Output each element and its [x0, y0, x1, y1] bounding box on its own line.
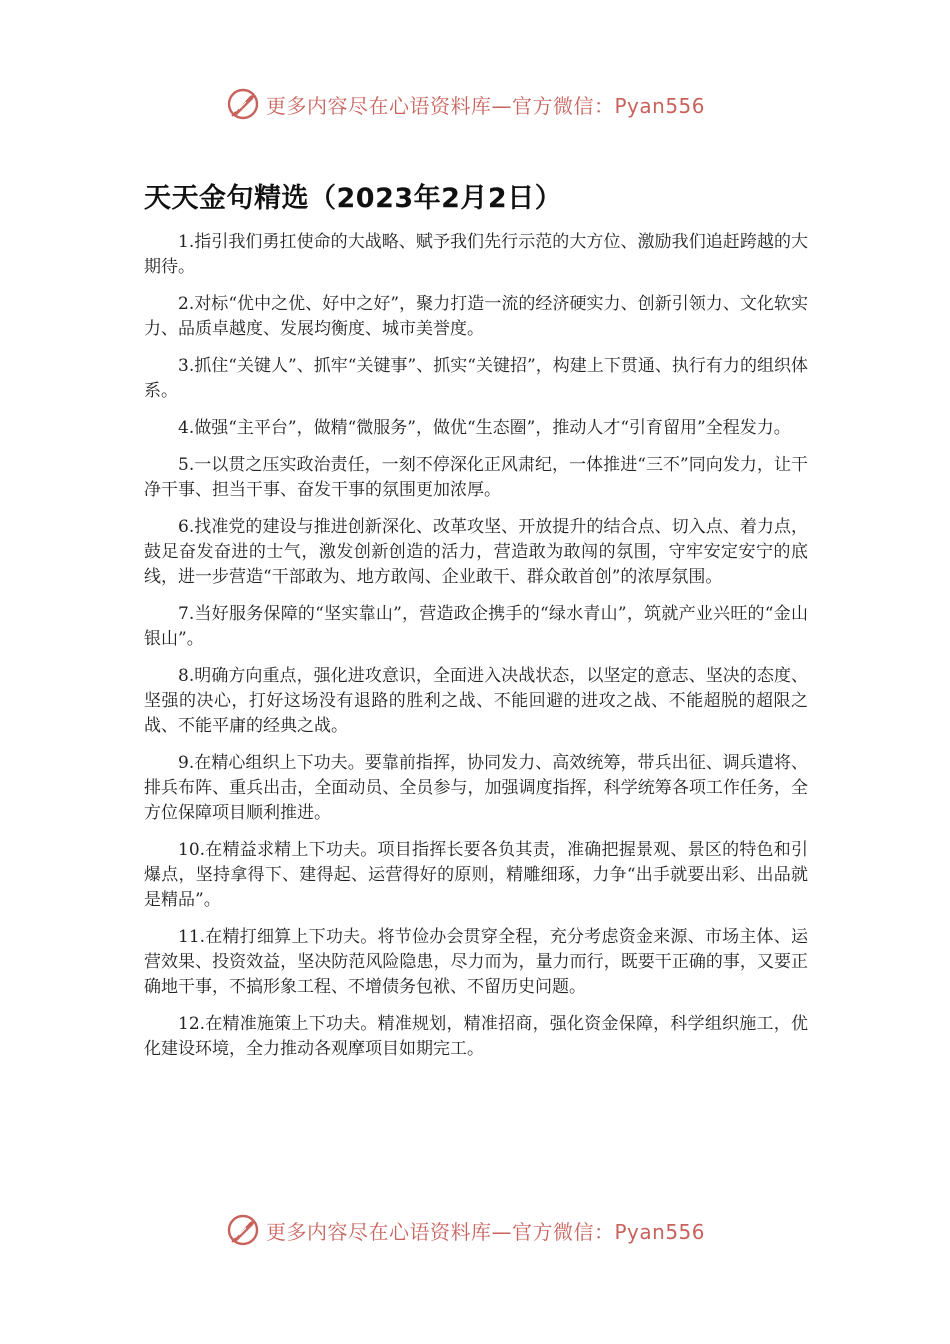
quote-paragraph: 3.抓住“关键人”、抓牢“关键事”、抓实“关键招”，构建上下贯通、执行有力的组织体系。	[144, 356, 808, 401]
quote-paragraph: 6.找准党的建设与推进创新深化、改革攻坚、开放提升的结合点、切入点、着力点，鼓足奋发奋进的士气，激发创新创造的活力，营造敢为敢闯的氛围，守牢安定安宁的底线，进一步营造“干部敢为、地方敢闯、企业敢干、群众敢首创”的浓厚氛围。	[144, 517, 808, 587]
quote-paragraph: 11.在精打细算上下功夫。将节俭办会贯穿全程，充分考虑资金来源、市场主体、运营效果、投资效益，坚决防范风险隐患，尽力而为，量力而行，既要干正确的事，又要正确地干事，不搞形象工程、不增债务包袱、不留历史问题。	[144, 927, 808, 997]
quote-paragraph: 12.在精准施策上下功夫。精准规划，精准招商，强化资金保障，科学组织施工，优化建设环境，全力推动各观摩项目如期完工。	[144, 1014, 808, 1059]
header-banner-text: 更多内容尽在心语资料库—官方微信：Pyan556	[266, 93, 706, 118]
footer-banner	[226, 1210, 746, 1250]
footer-banner-text: 更多内容尽在心语资料库—官方微信：Pyan556	[266, 1219, 706, 1244]
quote-paragraph: 9.在精心组织上下功夫。要靠前指挥，协同发力、高效统筹，带兵出征、调兵遣将、排兵布阵、重兵出击，全面动员、全员参与，加强调度指挥，科学统筹各项工作任务，全方位保障项目顺利推进。	[144, 753, 808, 823]
document-body	[144, 230, 808, 1074]
quote-paragraph: 10.在精益求精上下功夫。项目指挥长要各负其责，准确把握景观、景区的特色和引爆点，坚持拿得下、建得起、运营得好的原则，精雕细琢，力争“出手就要出彩、出品就是精品”。	[144, 840, 808, 910]
quote-paragraph: 8.明确方向重点，强化进攻意识，全面进入决战状态，以坚定的意志、坚决的态度、坚强的决心，打好这场没有退路的胜利之战、不能回避的进攻之战、不能超脱的超限之战、不能平庸的经典之战。	[144, 666, 808, 736]
quote-paragraph: 1.指引我们勇扛使命的大战略、赋予我们先行示范的大方位、激励我们追赶跨越的大期待。	[144, 232, 808, 277]
quote-paragraph: 5.一以贯之压实政治责任，一刻不停深化正风肃纪，一体推进“三不”同向发力，让干净干事、担当干事、奋发干事的氛围更加浓厚。	[144, 455, 808, 500]
quill-pen-logo-icon	[226, 1213, 260, 1247]
header-banner	[226, 84, 746, 124]
quote-paragraph: 2.对标“优中之优、好中之好”，聚力打造一流的经济硬实力、创新引领力、文化软实力、品质卓越度、发展均衡度、城市美誉度。	[144, 294, 808, 339]
quote-paragraph: 7.当好服务保障的“坚实靠山”，营造政企携手的“绿水青山”，筑就产业兴旺的“金山银山”。	[144, 604, 808, 649]
document-title: 天天金句精选（2023年2月2日）	[144, 183, 563, 214]
quill-pen-logo-icon	[226, 87, 260, 121]
quote-paragraph: 4.做强“主平台”，做精“微服务”，做优“生态圈”，推动人才“引育留用”全程发力。	[178, 418, 791, 438]
